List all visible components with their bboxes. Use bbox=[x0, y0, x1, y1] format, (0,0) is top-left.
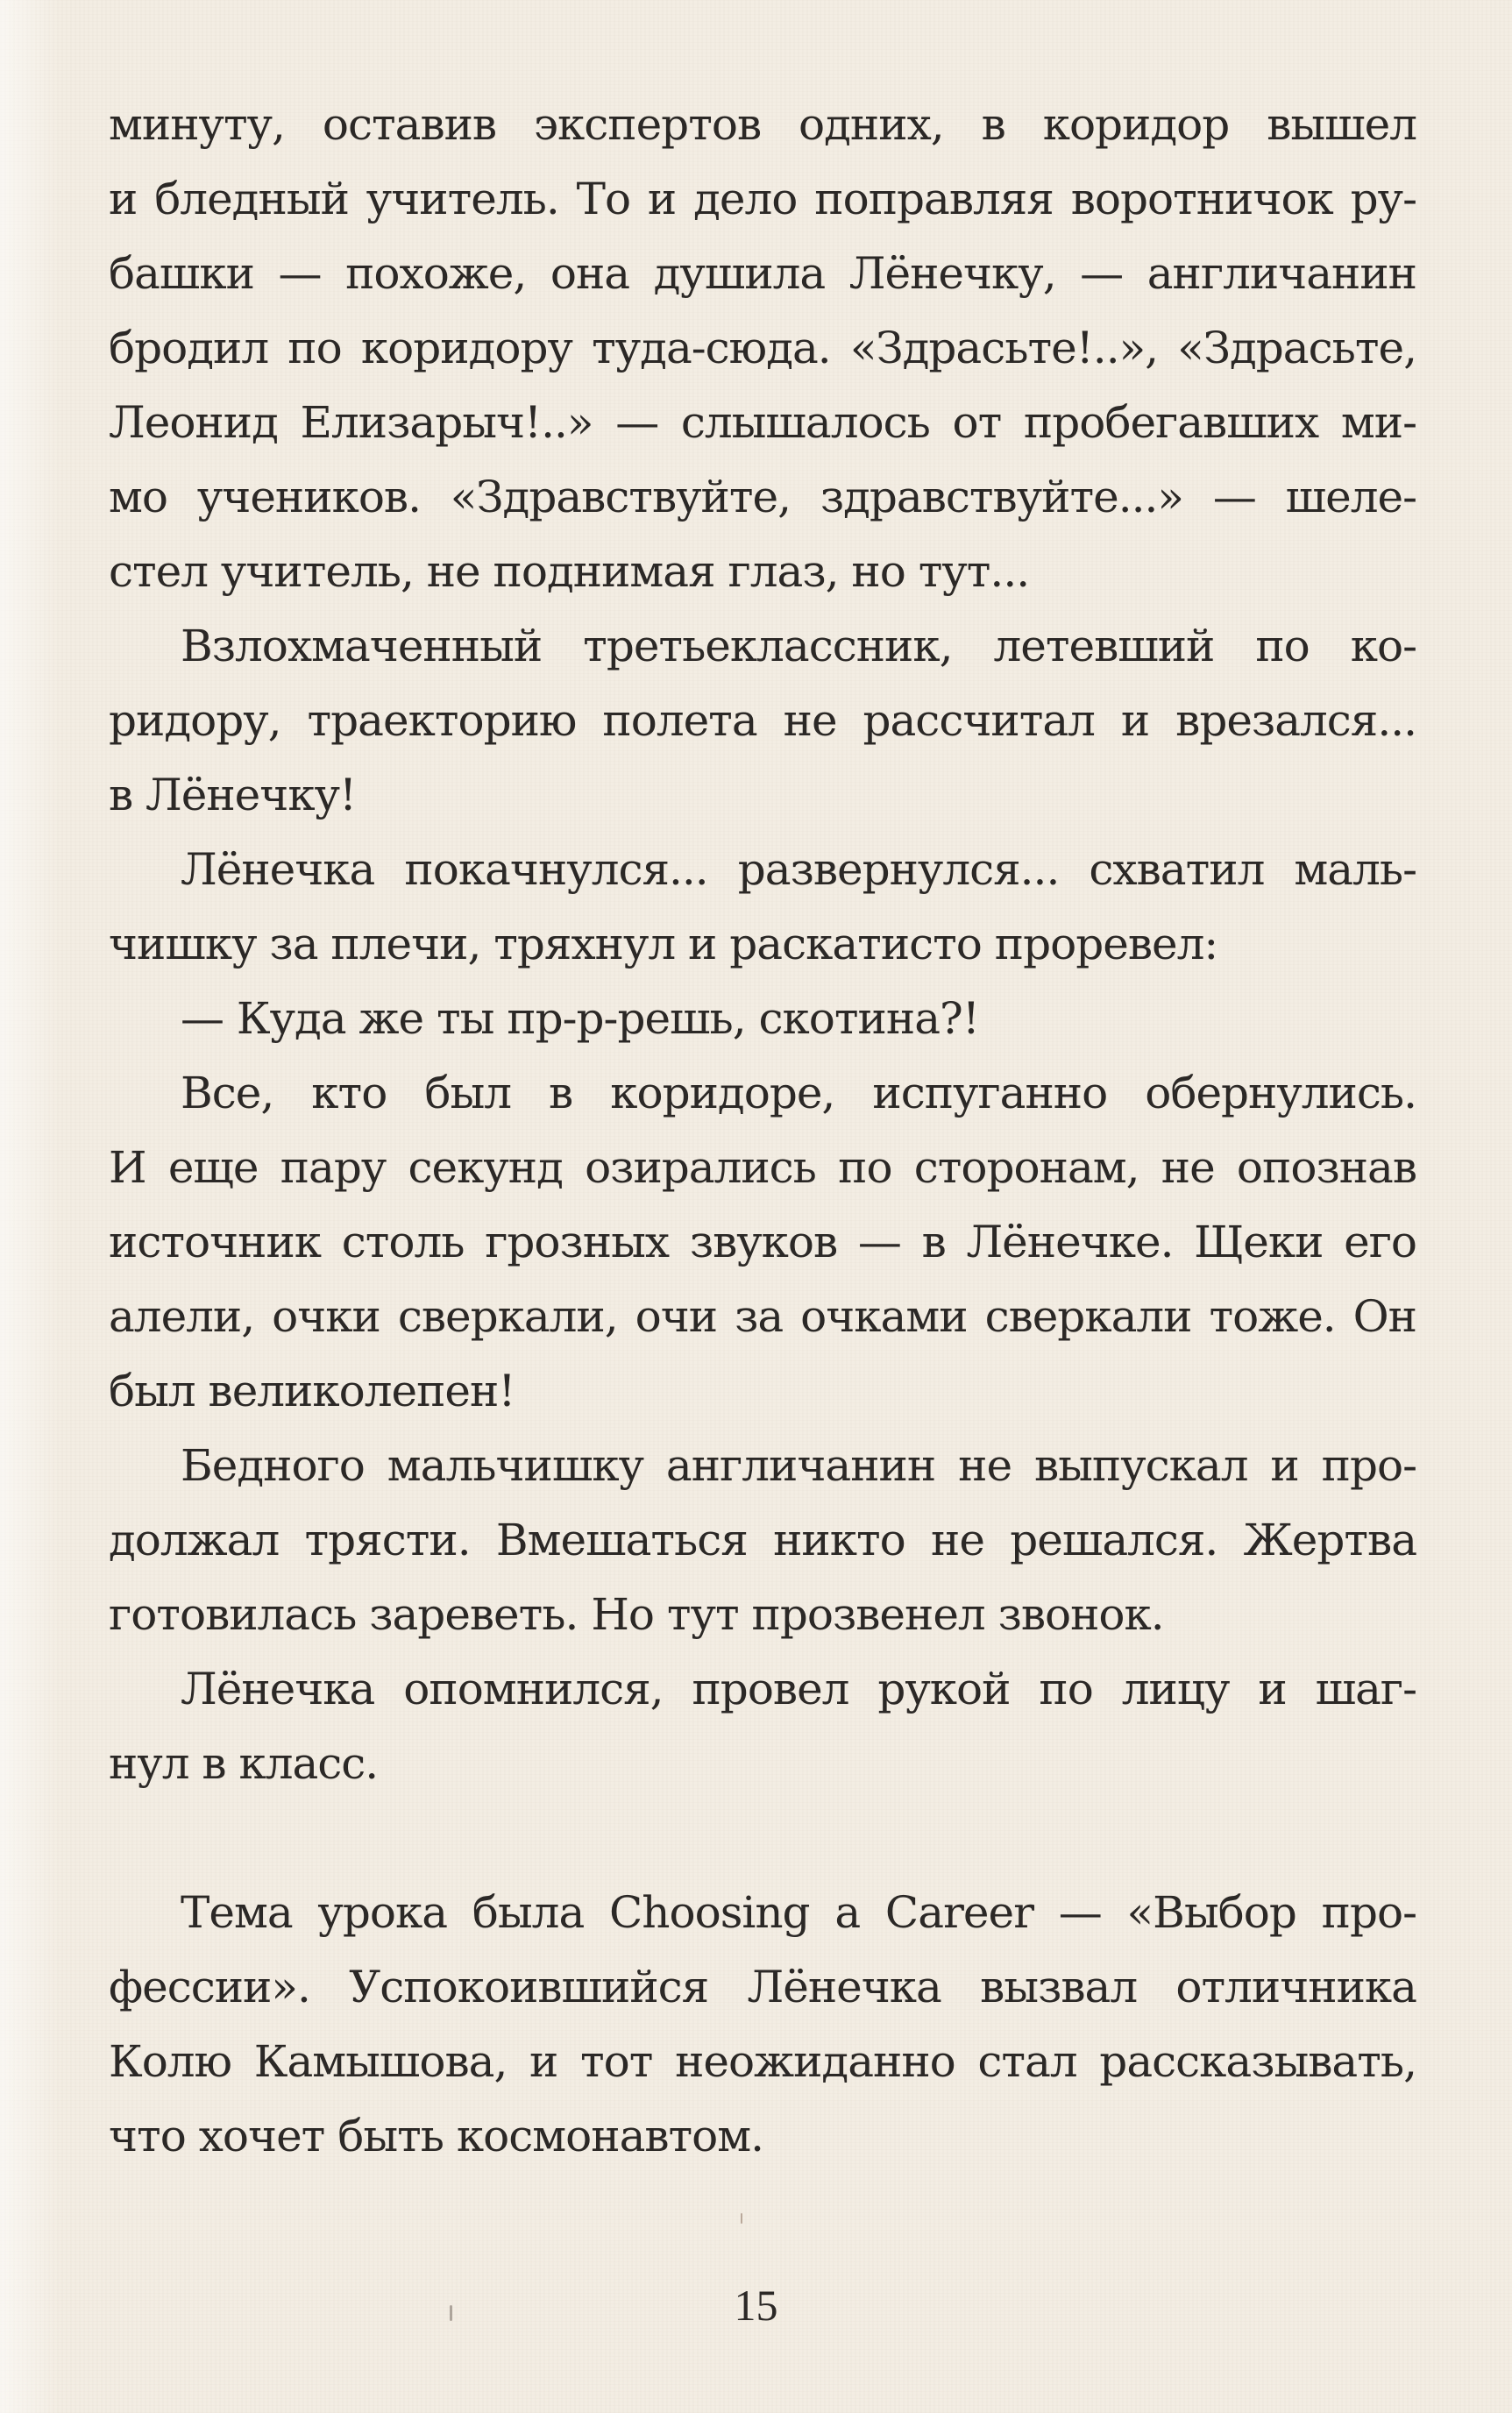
page-number: 15 bbox=[734, 2281, 778, 2330]
text-line: Леонид Елизарыч!..» — слышалось от пробегавших ми- bbox=[109, 397, 1416, 448]
text-line: нул в класс. bbox=[109, 1738, 379, 1789]
dialogue-line: — Куда же ты пр-р-решь, скотина?! bbox=[181, 993, 979, 1044]
text-line: ридору, траекторию полета не рассчитал и врезался... bbox=[109, 695, 1416, 746]
text-line: был великолепен! bbox=[109, 1366, 515, 1416]
text-line: в Лёнечку! bbox=[109, 770, 357, 820]
text-line: бродил по коридору туда-сюда. «Здрасьте!..», «Здрасьте, bbox=[109, 323, 1416, 373]
paper-speck bbox=[741, 2213, 742, 2224]
paragraph-first-line: Лёнечка опомнился, провел рукой по лицу и шаг- bbox=[181, 1664, 1416, 1714]
paragraph-first-line: Тема урока была Choosing a Career — «Выбор про- bbox=[181, 1887, 1416, 1938]
text-line: минуту, оставив экспертов одних, в коридор вышел bbox=[109, 99, 1416, 150]
text-line: стел учитель, не поднимая глаз, но тут... bbox=[109, 546, 1030, 597]
page-body bbox=[109, 88, 1416, 2174]
text-line: мо учеников. «Здравствуйте, здравствуйте...» — шеле- bbox=[109, 472, 1416, 522]
section-break bbox=[109, 1801, 1416, 1876]
text-line: должал трясти. Вмешаться никто не решался. Жертва bbox=[109, 1515, 1416, 1565]
paragraph-first-line: Лёнечка покачнулся... развернулся... схватил маль- bbox=[181, 844, 1416, 895]
text-line: алели, очки сверкали, очи за очками сверкали тоже. Он bbox=[109, 1291, 1416, 1342]
paragraph-first-line: Все, кто был в коридоре, испуганно обернулись. bbox=[181, 1068, 1416, 1118]
text-line: и бледный учитель. То и дело поправляя воротничок ру- bbox=[109, 174, 1416, 224]
paragraph-first-line: Взлохмаченный третьеклассник, летевший по ко- bbox=[181, 621, 1416, 671]
text-line: чишку за плечи, тряхнул и раскатисто проревел: bbox=[109, 919, 1218, 969]
text-line: фессии». Успокоившийся Лёнечка вызвал отличника bbox=[109, 1962, 1416, 2012]
text-line: что хочет быть космонавтом. bbox=[109, 2111, 764, 2161]
text-line: источник столь грозных звуков — в Лёнечке. Щеки его bbox=[109, 1217, 1416, 1267]
text-line: И еще пару секунд озирались по сторонам, не опознав bbox=[109, 1142, 1416, 1193]
paragraph-first-line: Бедного мальчишку англичанин не выпускал и про- bbox=[181, 1440, 1416, 1491]
text-line: готовилась зареветь. Но тут прозвенел звонок. bbox=[109, 1589, 1164, 1640]
text-line: Колю Камышова, и тот неожиданно стал рассказывать, bbox=[109, 2036, 1416, 2087]
text-line: башки — похоже, она душила Лёнечку, — англичанин bbox=[109, 248, 1416, 299]
